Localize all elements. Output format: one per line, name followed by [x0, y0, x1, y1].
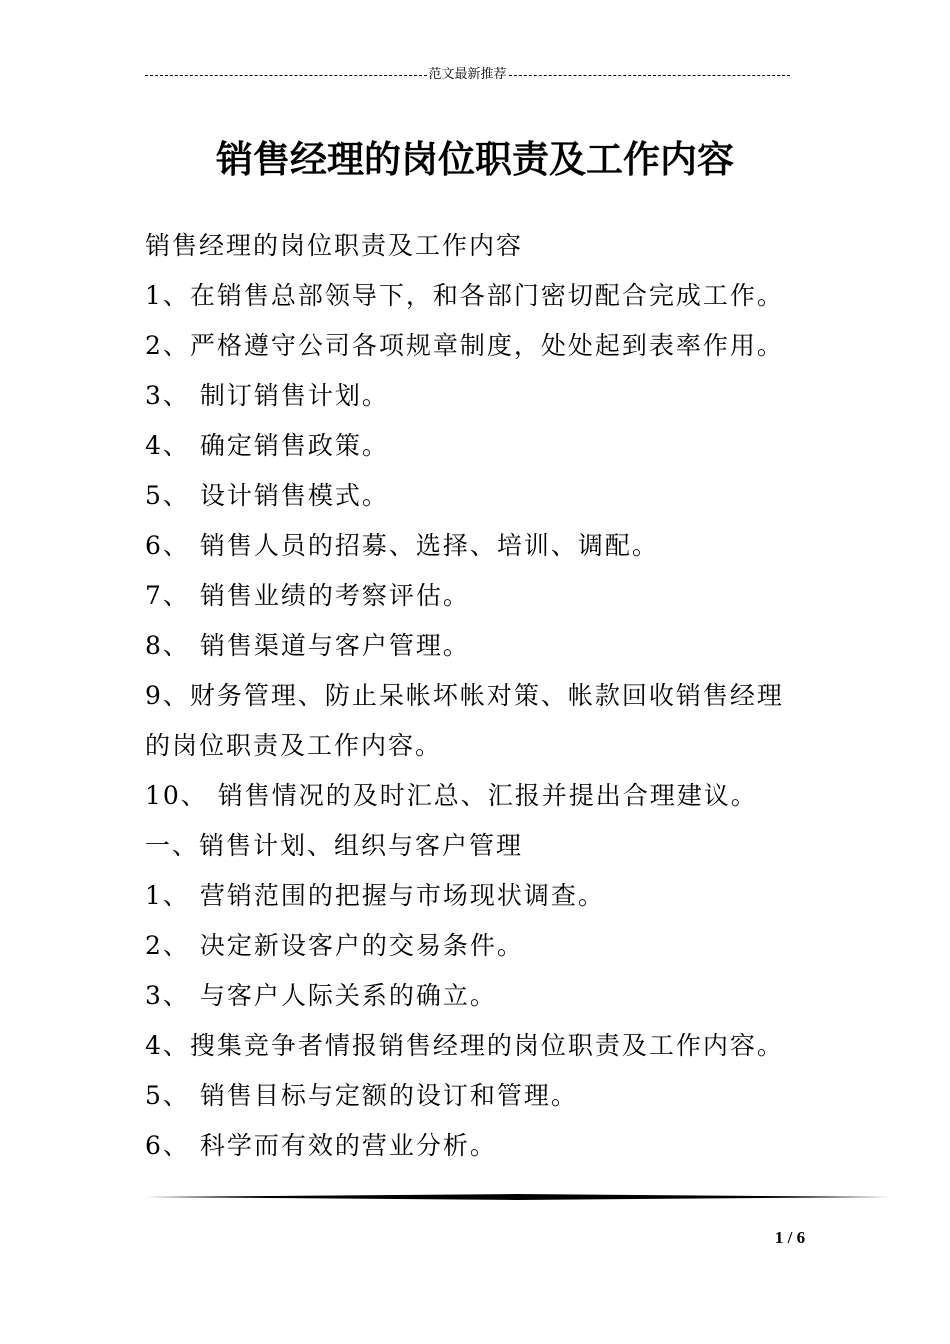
document-title: 销售经理的岗位职责及工作内容: [216, 137, 734, 181]
page-header: [145, 66, 790, 84]
section-heading: 一、销售计划、组织与客户管理: [145, 831, 524, 860]
body-line: 5、 销售目标与定额的设订和管理。: [145, 1081, 578, 1110]
header-dash-left: [145, 75, 427, 76]
body-line: 10、 销售情况的及时汇总、汇报并提出合理建议。: [145, 781, 758, 810]
document-body: [145, 221, 825, 1171]
body-line: 3、 制订销售计划。: [145, 381, 389, 410]
header-dash-right: [509, 75, 791, 76]
body-line: 销售经理的岗位职责及工作内容: [145, 231, 524, 260]
body-line: 1、在销售总部领导下，和各部门密切配合完成工作。: [145, 281, 784, 310]
body-line: 4、 确定销售政策。: [145, 431, 389, 460]
body-line: 2、严格遵守公司各项规章制度，处处起到表率作用。: [145, 331, 784, 360]
page-number: 1 / 6: [774, 1228, 806, 1247]
body-line: 6、 销售人员的招募、选择、培训、调配。: [145, 531, 659, 560]
body-line: 2、 决定新设客户的交易条件。: [145, 931, 524, 960]
body-line: 5、 设计销售模式。: [145, 481, 389, 510]
body-line: 8、 销售渠道与客户管理。: [145, 631, 470, 660]
body-line: 6、 科学而有效的营业分析。: [145, 1131, 497, 1160]
footer-rule: [145, 1194, 890, 1200]
body-line: 7、 销售业绩的考察评估。: [145, 581, 470, 610]
body-line: 3、 与客户人际关系的确立。: [145, 981, 497, 1010]
body-line: 1、 营销范围的把握与市场现状调查。: [145, 881, 605, 910]
body-line: 9、财务管理、防止呆帐坏帐对策、帐款回收销售经理: [145, 681, 784, 710]
body-line: 4、搜集竞争者情报销售经理的岗位职责及工作内容。: [145, 1031, 784, 1060]
body-line: 的岗位职责及工作内容。: [145, 731, 443, 760]
header-label: 范文最新推荐: [428, 67, 507, 82]
